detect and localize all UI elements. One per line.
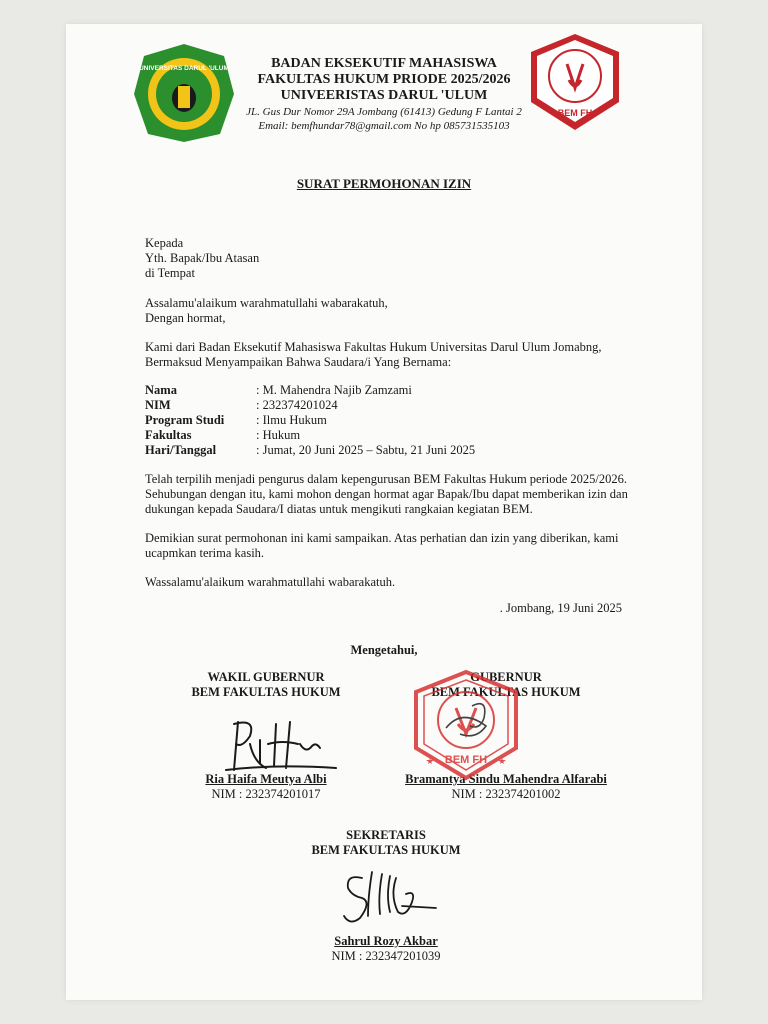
left-signatory-name: Ria Haifa Meutya Albi: [205, 772, 327, 786]
field-label-nim: NIM: [145, 398, 171, 412]
field-label-prodi: Program Studi: [145, 413, 225, 427]
header-faculty: FAKULTAS HUKUM PRIODE 2025/2026: [257, 72, 511, 87]
field-value-nim: : 232374201024: [256, 398, 338, 412]
bottom-signatory-name: Sahrul Rozy Akbar: [334, 934, 438, 948]
field-value-tanggal: : Jumat, 20 Juni 2025 – Sabtu, 21 Juni 2025: [256, 443, 476, 457]
field-label-tanggal: Hari/Tanggal: [145, 443, 217, 457]
right-signatory-nim: NIM : 232374201002: [451, 787, 561, 801]
right-signatory-title-2: BEM FAKULTAS HUKUM: [431, 685, 581, 699]
bottom-signatory-nim: NIM : 232347201039: [331, 949, 441, 963]
field-label-fakultas: Fakultas: [145, 428, 192, 442]
stamp-text: BEM FH: [444, 754, 488, 766]
recipient-line-3: di Tempat: [145, 266, 195, 280]
closing-salam: Wassalamu'alaikum warahmatullahi wabarakatuh.: [145, 575, 396, 589]
recipient-line-2: Yth. Bapak/Ibu Atasan: [145, 251, 260, 265]
greeting-hormat: Dengan hormat,: [145, 311, 226, 325]
bottom-signature: [332, 866, 442, 930]
left-signature: [216, 714, 346, 774]
bem-fh-stamp: [406, 668, 526, 782]
letter-title: SURAT PERMOHONAN IZIN: [296, 176, 472, 191]
field-value-nama: : M. Mahendra Najib Zamzami: [256, 383, 412, 397]
bottom-signatory-title-1: SEKRETARIS: [346, 828, 426, 842]
paragraph-1-line-2: Sehubungan dengan itu, kami mohon dengan hormat agar Bapak/Ibu dapat memberikan izin dan: [145, 487, 628, 501]
paragraph-1-line-3: dukungan kepada Saudara/I diatas untuk mengikuti rangkaian kegiatan BEM.: [145, 502, 533, 516]
greeting-salam: Assalamu'alaikum warahmatullahi wabarakatuh,: [145, 296, 388, 310]
header-email: Email: bemfhundar78@gmail.com No hp 085731535103: [258, 120, 510, 132]
right-signatory-title-1: GUBERNUR: [470, 670, 542, 684]
letter-page: [66, 24, 702, 1000]
header-university: UNIVEERISTAS DARUL 'ULUM: [280, 88, 488, 103]
recipient-line-1: Kepada: [145, 236, 184, 250]
paragraph-2-line-2: ucapmkan terima kasih.: [145, 546, 265, 560]
left-signatory-title-2: BEM FAKULTAS HUKUM: [191, 685, 341, 699]
acknowledge-label: Mengetahui,: [350, 643, 418, 657]
field-value-fakultas: : Hukum: [256, 428, 301, 442]
bem-fh-logo-text: BEM FH: [557, 108, 593, 118]
paragraph-1-line-1: Telah terpilih menjadi pengurus dalam kepengurusan BEM Fakultas Hukum periode 2025/2026.: [145, 472, 628, 486]
header-org-name: BADAN EKSEKUTIF MAHASISWA: [271, 56, 497, 71]
bottom-signatory-title-2: BEM FAKULTAS HUKUM: [311, 843, 461, 857]
right-signatory-name: Bramantya Sindu Mahendra Alfarabi: [405, 772, 607, 786]
left-signatory-title-1: WAKIL GUBERNUR: [207, 670, 325, 684]
place-date: . Jombang, 19 Juni 2025: [499, 601, 622, 615]
intro-line-2: Bermaksud Menyampaikan Bahwa Saudara/i Yang Bernama:: [145, 355, 452, 369]
field-label-nama: Nama: [145, 383, 177, 397]
paragraph-2-line-1: Demikian surat permohonan ini kami sampaikan. Atas perhatian dan izin yang diberikan, kami: [145, 531, 619, 545]
field-value-prodi: : Ilmu Hukum: [256, 413, 327, 427]
university-logo-text: UNIVERSITAS DARUL 'ULUM: [139, 65, 229, 72]
intro-line-1: Kami dari Badan Eksekutif Mahasiswa Fakultas Hukum Universitas Darul Ulum Jomabng,: [145, 340, 602, 354]
left-signatory-nim: NIM : 232374201017: [211, 787, 321, 801]
header-address: JL. Gus Dur Nomor 29A Jombang (61413) Gedung F Lantai 2: [246, 106, 522, 118]
